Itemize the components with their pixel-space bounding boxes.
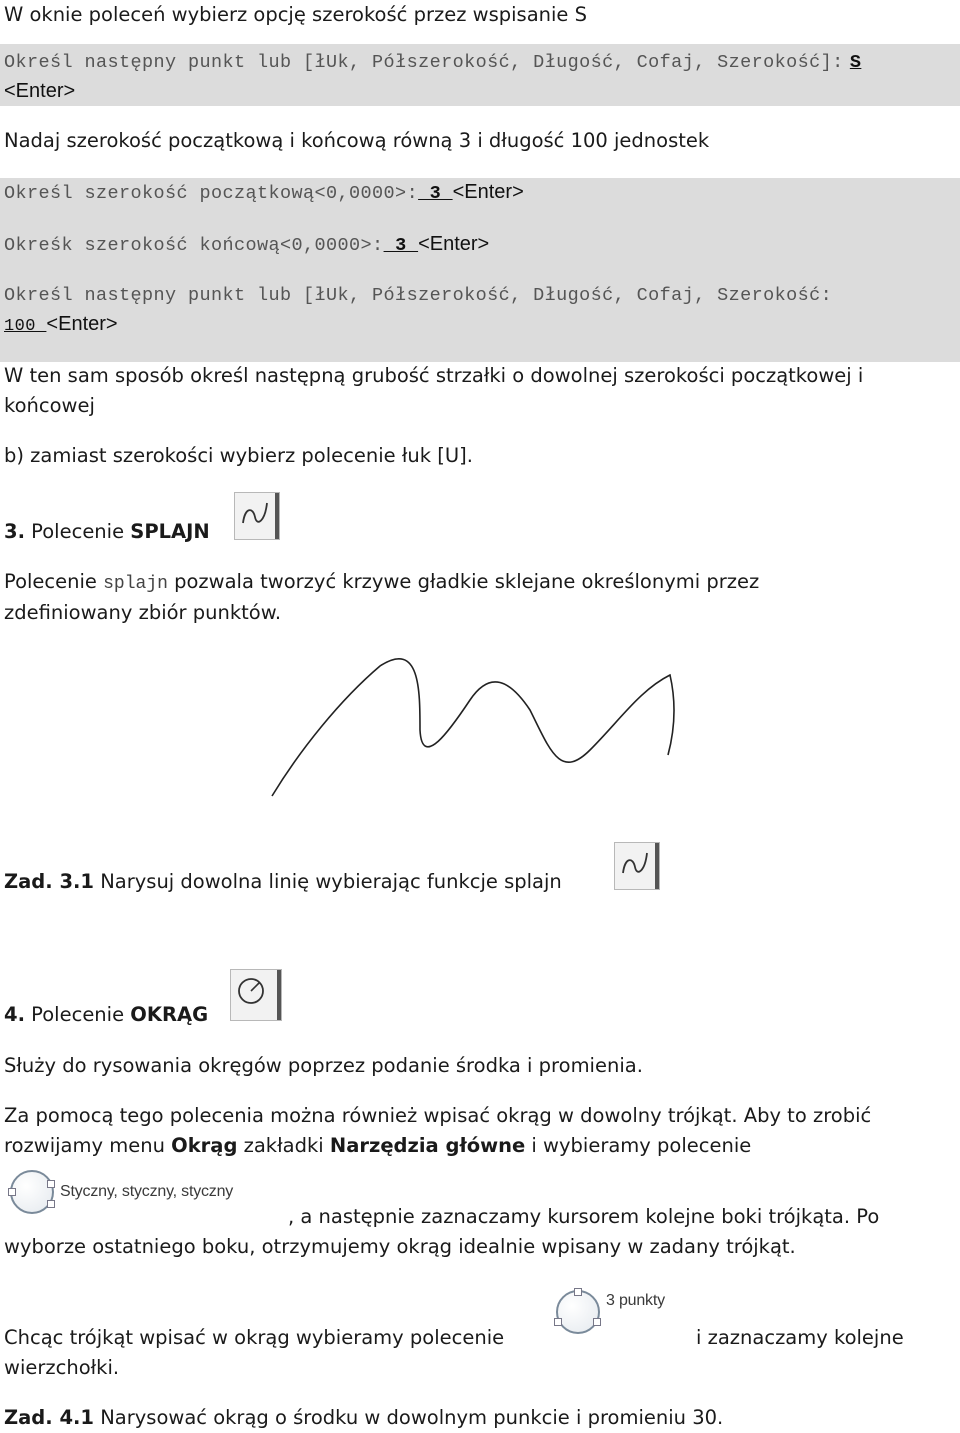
icon-edge <box>275 493 279 539</box>
instruction-line-3: W ten sam sposób określ następną grubość strzałki o dowolnej szerokości początkowej i <box>4 364 864 387</box>
spline-tool-icon[interactable] <box>234 492 280 540</box>
heading-number: 4. <box>4 1003 25 1026</box>
command-line-2 <box>4 177 524 209</box>
command-input: 100 <box>4 317 47 336</box>
menu-name: Okrąg <box>171 1134 238 1157</box>
instruction-line-3b: końcowej <box>4 394 95 417</box>
command-prompt: Okreśk szerokość końcową<0,0000>: <box>4 235 384 256</box>
task-text: Narysuj dowolna linię wybierając funkcje splajn <box>94 870 562 893</box>
text: rozwijamy menu <box>4 1134 172 1157</box>
text: zakładki <box>237 1134 330 1157</box>
instruction-line-4: b) zamiast szerokości wybierz polecenie łuk [U]. <box>4 444 473 467</box>
heading-splajn <box>4 517 210 547</box>
heading-number: 3. <box>4 520 25 543</box>
task-text: Narysować okrąg o środku w dowolnym punkcie i promieniu 30. <box>94 1406 724 1429</box>
grip-handle-icon <box>593 1318 601 1326</box>
heading-command: SPLAJN <box>130 520 210 543</box>
grip-handle-icon <box>47 1200 55 1208</box>
command-input: 3 <box>383 235 419 256</box>
task-3-1 <box>4 867 562 897</box>
command-input: 3 <box>418 183 453 204</box>
heading-okrag <box>4 1000 208 1030</box>
heading-command: OKRĄG <box>130 1003 209 1026</box>
three-point-ribbon-item[interactable] <box>556 1290 665 1334</box>
task-number: Zad. 3.1 <box>4 870 94 893</box>
heading-prefix: Polecenie <box>24 1003 131 1026</box>
task-4-1 <box>4 1403 723 1433</box>
spline-example-drawing <box>260 650 690 810</box>
okrag-description-1: Służy do rysowania okręgów poprzez podanie środka i promienia. <box>4 1054 643 1077</box>
enter-key-label: <Enter> <box>452 181 524 203</box>
command-line-4 <box>4 279 832 311</box>
grip-handle-icon <box>47 1180 55 1188</box>
enter-key-label: <Enter> <box>46 313 118 335</box>
tan-tan-tan-ribbon-item[interactable] <box>10 1170 233 1214</box>
command-line-3 <box>4 229 489 261</box>
spline-tool-icon-2[interactable] <box>614 842 660 890</box>
okrag-description-5: wyborze ostatniego boku, otrzymujemy okrąg idealnie wpisany w zadany trójkąt. <box>4 1235 796 1258</box>
icon-edge <box>277 970 281 1020</box>
okrag-description-6a: Chcąc trójkąt wpisać w okrąg wybieramy polecenie <box>4 1326 505 1349</box>
okrag-description-3 <box>4 1131 751 1161</box>
command-prompt: Określ następny punkt lub [łUk, Półszerokość, Długość, Cofaj, Szerokość]: <box>4 52 844 73</box>
okrag-description-6b: i zaznaczamy kolejne <box>696 1326 904 1349</box>
okrag-description-7: wierzchołki. <box>4 1356 120 1379</box>
grip-handle-icon <box>554 1318 562 1326</box>
icon-edge <box>655 843 659 889</box>
enter-key-label: <Enter> <box>418 233 490 255</box>
spline-curve-glyph <box>235 493 273 539</box>
okrag-description-2: Za pomocą tego polecenia można również wpisać okrąg w dowolny trójkąt. Aby to zrobić <box>4 1104 872 1127</box>
instruction-line-2: Nadaj szerokość początkową i końcową równą 3 i długość 100 jednostek <box>4 129 710 152</box>
command-input: S <box>849 52 862 73</box>
tab-name: Narzędzia główne <box>329 1134 526 1157</box>
command-line-1 <box>4 46 861 78</box>
grip-handle-icon <box>8 1188 16 1196</box>
circle-center-radius-glyph <box>231 970 275 1020</box>
grip-handle-icon <box>574 1288 582 1296</box>
inline-code: splajn <box>103 574 168 594</box>
command-prompt: Określ szerokość początkową<0,0000>: <box>4 183 419 204</box>
text: i wybieramy polecenie <box>525 1134 752 1157</box>
spline-curve-glyph <box>615 843 653 889</box>
circle-3-points-icon <box>556 1290 600 1334</box>
heading-prefix: Polecenie <box>24 520 131 543</box>
command-prompt: Określ następny punkt lub [łUk, Półszerokość, Długość, Cofaj, Szerokość: <box>4 285 833 306</box>
command-enter-1 <box>4 76 75 106</box>
command-line-4b <box>4 309 118 342</box>
task-number: Zad. 4.1 <box>4 1406 94 1429</box>
enter-key-label: <Enter> <box>4 80 76 102</box>
ribbon-label: Styczny, styczny, styczny <box>60 1183 234 1200</box>
text: pozwala tworzyć krzywe gładkie sklejane określonymi przez <box>167 570 760 593</box>
okrag-description-4: , a następnie zaznaczamy kursorem kolejne boki trójkąta. Po <box>288 1205 880 1228</box>
text: Polecenie <box>4 570 104 593</box>
circle-tangent-icon <box>10 1170 54 1214</box>
instruction-line-1: W oknie poleceń wybierz opcję szerokość przez wspisanie S <box>4 3 587 26</box>
splajn-description-2: zdefiniowany zbiór punktów. <box>4 601 282 624</box>
ribbon-label: 3 punkty <box>606 1292 665 1309</box>
splajn-description-1 <box>4 567 759 599</box>
circle-tool-icon[interactable] <box>230 969 282 1021</box>
